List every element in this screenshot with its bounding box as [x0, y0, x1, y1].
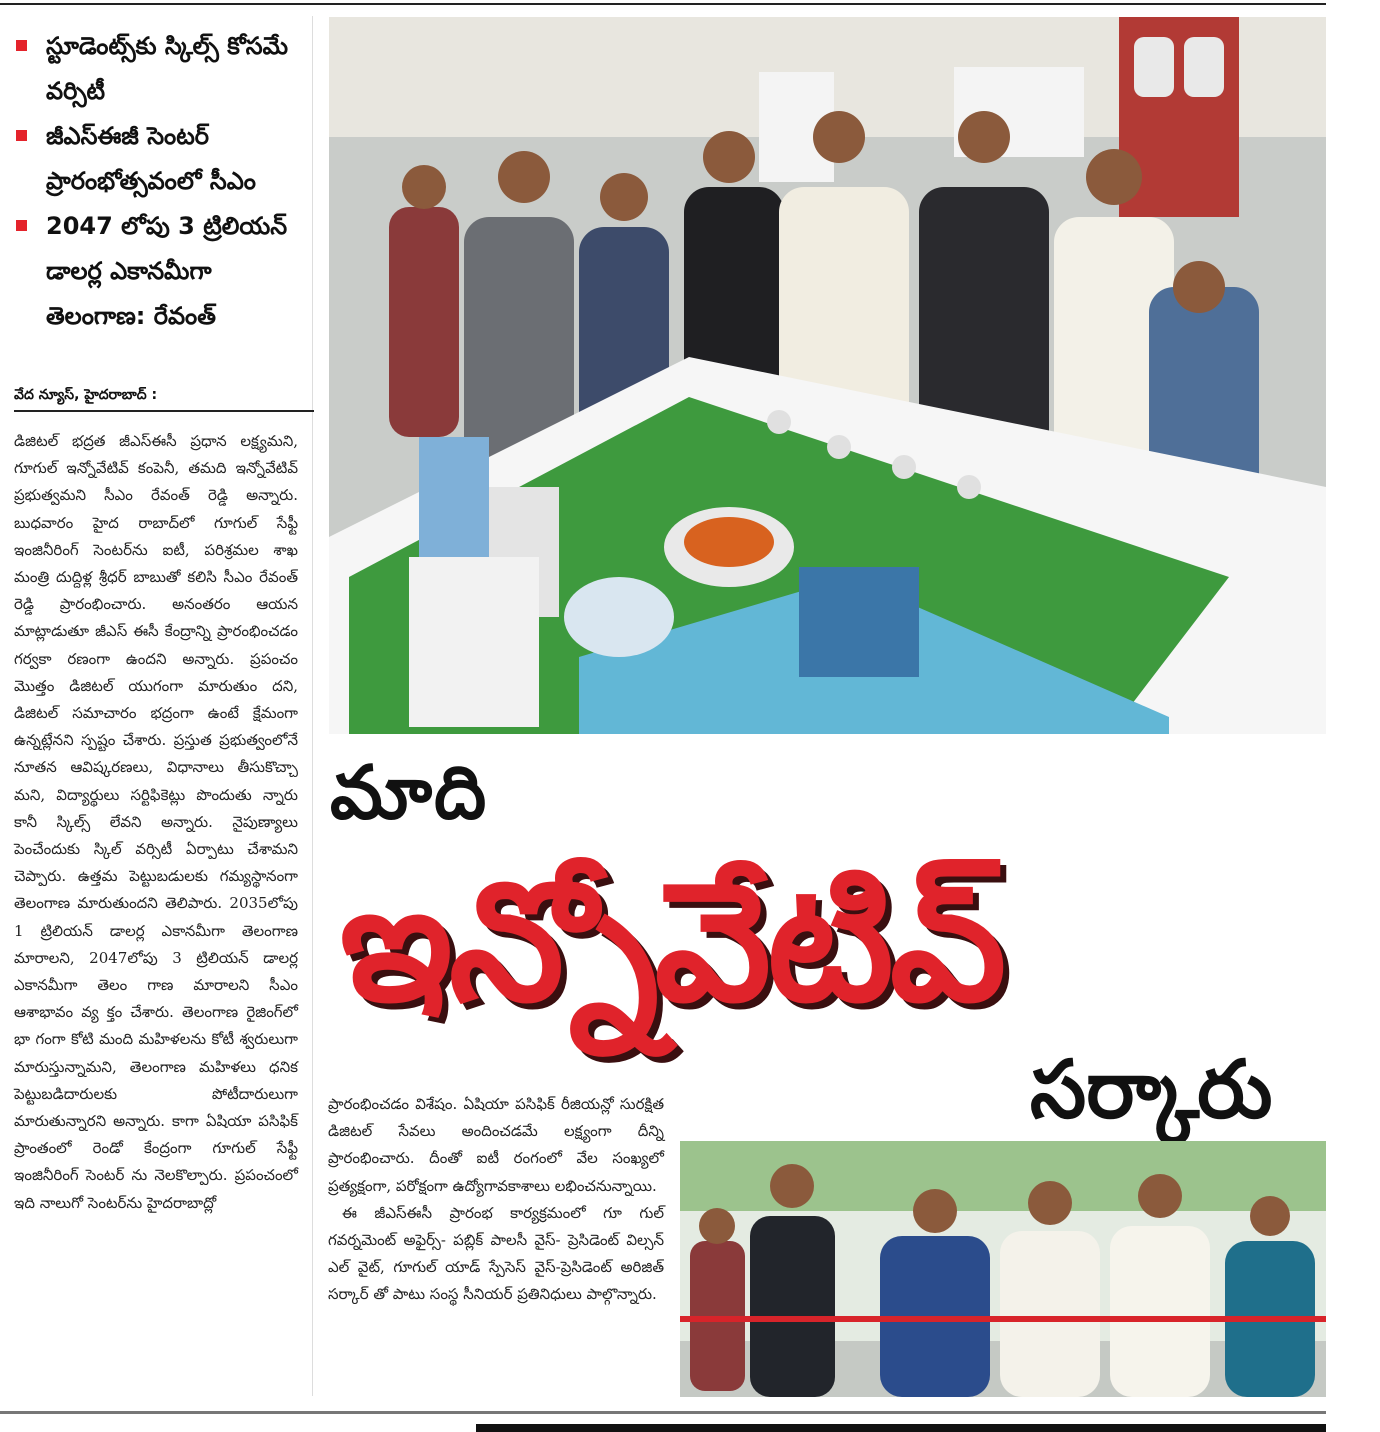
- highlight-item: స్టూడెంట్స్‌కు స్కిల్స్ కోసమే వర్సిటీ: [14, 24, 314, 114]
- highlight-item: జీఎస్‌ఈజీ సెంటర్ ప్రారంభోత్సవంలో సీఎం: [14, 114, 314, 204]
- bullet-square-icon: [16, 220, 27, 231]
- byline: వేద న్యూస్, హైదరాబాద్ :: [14, 387, 314, 412]
- photo-bottom-illustration: [680, 1141, 1326, 1397]
- headline-line-3: సర్కారు: [1030, 1043, 1273, 1136]
- headline-main: ఇన్నోవేటివ్: [340, 847, 1003, 1038]
- photo-top-illustration: [329, 17, 1326, 734]
- article-body-column-1: డిజిటల్ భద్రత జీఎస్ఈసీ ప్రధాన లక్ష్యమని, గూగుల్ ఇన్నోవేటివ్ కంపెనీ, తమది ఇన్నోవేటివ్ ప్రభుత్వమని సీఎం రేవంత్ రెడ్డి అన్నారు. బుధవారం హైద రాబాద్‌లో గూగుల్ సేఫ్టీ ఇంజినీరింగ్ సెంటర్‌ను ఐటీ, పరిశ్రమల శాఖ మంత్రి దుద్దిళ్ల శ్రీధర్ బాబుతో కలిసి సీఎం రేవంత్ రెడ్డి ప్రారంభించారు. అనంతరం ఆయన మాట్లాడుతూ జీఎస్ ఈసీ కేంద్రాన్ని ప్రారంభించడం గర్వకా రణంగా ఉందని అన్నారు. ప్రపంచం మొత్తం డిజిటల్ యుగంగా మారుతుం దని, డిజిటల్ సమాచారం భద్రంగా ఉంటే క్షేమంగా ఉన్నట్లేనని స్పష్టం చేశారు. ప్రస్తుత ప్రభుత్వంలోనే నూతన ఆవిష్కరణలు, విధానాలు తీసుకొచ్చా మని, విద్యార్థులు సర్టిఫికెట్లు పొందుతు న్నారు కానీ స్కిల్స్ లేవని అన్నారు. నైపుణ్యాలు పెంచేందుకు స్కిల్ వర్సిటీ ఏర్పాటు చేశామని చెప్పారు. ఉత్తమ పెట్టుబడులకు గమ్యస్థానంగా తెలంగాణ మారుతుందని తెలిపారు. 2035లోపు 1 ట్రిలియన్ డాలర్ల ఎకానమీగా తెలంగాణ మారాలని, 2047లోపు 3 ట్రిలియన్ డాలర్ల ఎకానమీగా తెలం గాణ మారాలని సీఎం ఆశాభావం వ్య క్తం చేశారు. తెలంగాణ రైజింగ్‌లో భా గంగా కోటి మంది మహిళలను కోటీ శ్వరులుగా మారుస్తున్నామని, తెలంగాణ మహిళలు ధనిక పెట్టుబడిదారులకు పోటీదారులుగా మారుతున్నారని అన్నారు. కాగా ఏషియా పసిఫిక్ ప్రాంతంలో రెండో కేంద్రంగా గూగుల్ సేఫ్టీ ఇంజినీరింగ్ సెంటర్ ను నెలకొల్పారు. ప్రపంచంలో ఇది నాలుగో సెంటర్‌ను హైదరాబాద్లో: [14, 432, 298, 1212]
- article-body-column-2: [328, 1091, 664, 1309]
- bullet-square-icon: [16, 130, 27, 141]
- body-paragraph: ఈ జీఎస్ఈసీ ప్రారంభ కార్యక్రమంలో గూ గుల్ గవర్నమెంట్ అఫైర్స్- పబ్లిక్ పాలసీ వైస్- ప్రెసిడెంట్ విల్సన్ ఎల్ వైట్, గూగుల్ యాడ్ స్పేసెస్ వైస్-ప్రెసిడెంట్ అరిజిత్ సర్కార్ తో పాటు సంస్థ సీనియర్ ప్రతినిధులు పాల్గొన్నారు.: [328, 1203, 664, 1304]
- bullet-square-icon: [16, 40, 27, 51]
- highlight-item: 2047 లోపు 3 ట్రిలియన్ డాలర్ల ఎకానమీగా తెలంగాణ: రేవంత్: [14, 204, 314, 339]
- photo-inspecting-model: [329, 17, 1326, 734]
- top-rule: [0, 3, 1326, 5]
- highlights-list: [14, 24, 314, 339]
- bottom-black-bar: [476, 1424, 1326, 1432]
- headline-line-1: మాది: [330, 750, 489, 836]
- body-paragraph: ప్రారంభించడం విశేషం. ఏషియా పసిఫిక్ రీజియన్లో సురక్షిత డిజిటల్ సేవలు అందించడమే లక్ష్యంగా దీన్ని ప్రారంభించారు. దీంతో ఐటీ రంగంలో వేల సంఖ్యలో ప్రత్యక్షంగా, పరోక్షంగా ఉద్యోగావకాశాలు లభించనున్నాయి.: [328, 1095, 664, 1195]
- photo-ribbon-cutting: [680, 1141, 1326, 1397]
- bottom-rule: [0, 1411, 1326, 1414]
